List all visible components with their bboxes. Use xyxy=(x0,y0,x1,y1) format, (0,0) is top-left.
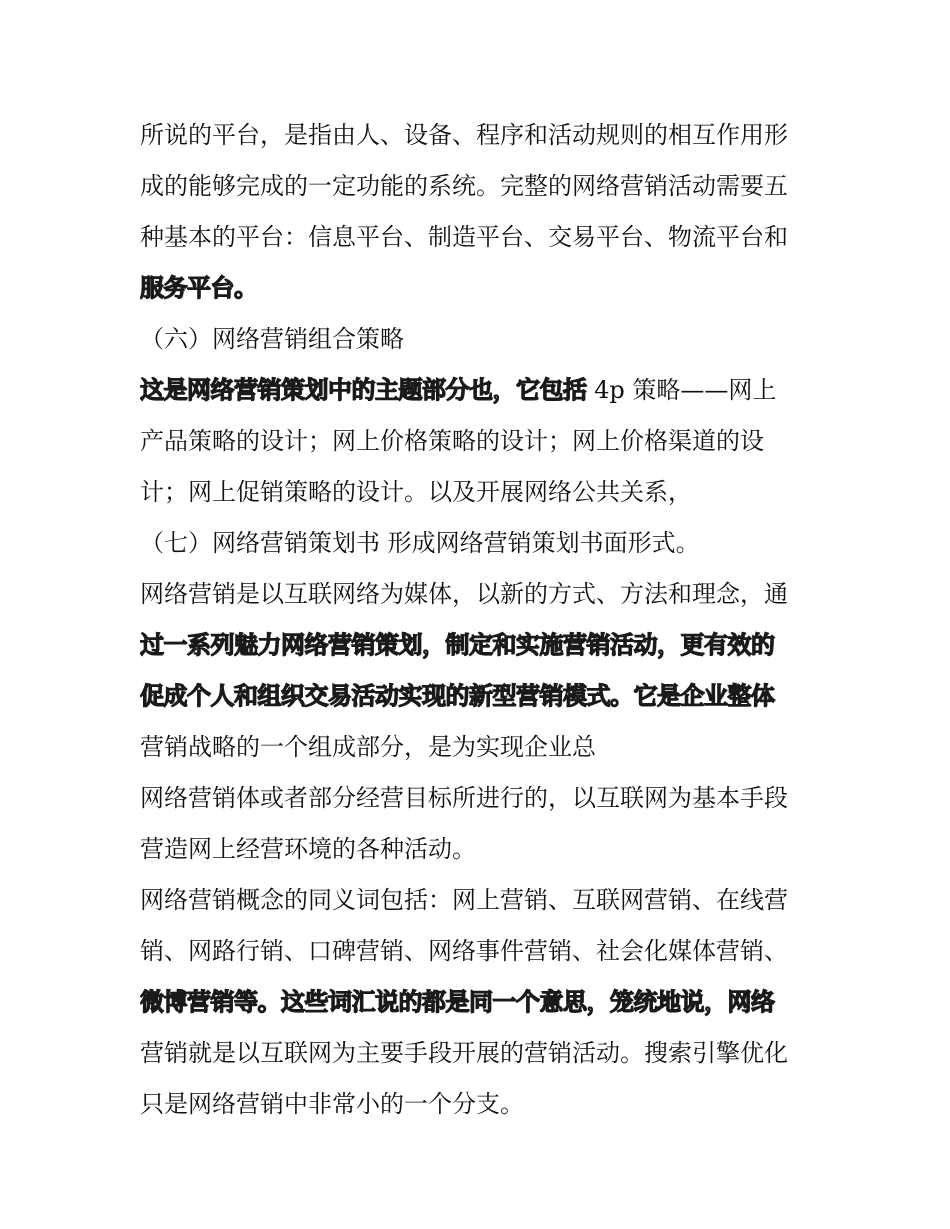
text-line xyxy=(140,620,815,671)
text-line xyxy=(140,875,815,926)
outlined-text-segment: 微博营销等。 xyxy=(140,988,281,1016)
text-line xyxy=(140,416,815,467)
text-segment: 网络营销是以互联网络为媒体，以新的方式、方法和理念，通 xyxy=(140,580,788,608)
text-segment: 产品策略的设计；网上价格策略的设计；网上价格渠道的设 xyxy=(140,427,764,455)
text-line xyxy=(140,722,815,773)
text-segment: 网络营销概念的同义词包括：网上营销、互联网营销、在线营 xyxy=(140,886,788,914)
text-line xyxy=(140,467,815,518)
text-segment: 种基本的平台：信息平台、制造平台、交易平台、物流平台和 xyxy=(140,223,788,251)
text-line xyxy=(140,365,815,416)
text-line xyxy=(140,773,815,824)
text-line xyxy=(140,212,815,263)
outlined-text-segment: 这些词汇说的都是同一个意思，笼统地说，网络 xyxy=(281,988,775,1016)
text-line xyxy=(140,671,815,722)
text-segment: 计；网上促销策略的设计。以及开展网络公共关系， xyxy=(140,478,692,506)
text-line xyxy=(140,977,815,1028)
text-line xyxy=(140,1028,815,1079)
body-text xyxy=(140,110,815,1130)
text-segment: （六）网络营销组合策略 xyxy=(140,325,404,353)
text-segment: 营造网上经营环境的各种活动。 xyxy=(140,835,476,863)
text-segment: 4p 策略——网上 xyxy=(586,376,777,404)
outlined-text-segment: 过一系列魅力网络营销策划，制定和实施营销活动，更有效的 xyxy=(140,631,775,659)
text-segment: 营销战略的一个组成部分，是为实现企业总 xyxy=(140,733,596,761)
text-segment: 网络营销体或者部分经营目标所进行的，以互联网为基本手段 xyxy=(140,784,788,812)
text-line xyxy=(140,314,815,365)
outlined-text-segment: 促成个人和组织交易活动实现的新型营销模式。它是企业整体 xyxy=(140,682,775,710)
text-line xyxy=(140,263,815,314)
text-line xyxy=(140,569,815,620)
text-line xyxy=(140,824,815,875)
text-line xyxy=(140,1079,815,1130)
outlined-text-segment: 这是网络营销策划中的主题部分也，它包括 xyxy=(140,376,587,404)
text-segment: （七）网络营销策划书 形成网络营销策划书面形式。 xyxy=(140,529,700,557)
text-line xyxy=(140,161,815,212)
text-line xyxy=(140,926,815,977)
outlined-text-segment: 服务平台。 xyxy=(140,274,258,302)
text-segment: 营销就是以互联网为主要手段开展的营销活动。搜索引擎优化 xyxy=(140,1039,788,1067)
text-segment: 成的能够完成的一定功能的系统。完整的网络营销活动需要五 xyxy=(140,172,788,200)
text-line xyxy=(140,518,815,569)
text-segment: 销、网路行销、口碑营销、网络事件营销、社会化媒体营销、 xyxy=(140,937,788,965)
text-line xyxy=(140,110,815,161)
text-segment: 所说的平台，是指由人、设备、程序和活动规则的相互作用形 xyxy=(140,121,788,149)
text-segment: 只是网络营销中非常小的一个分支。 xyxy=(140,1090,524,1118)
